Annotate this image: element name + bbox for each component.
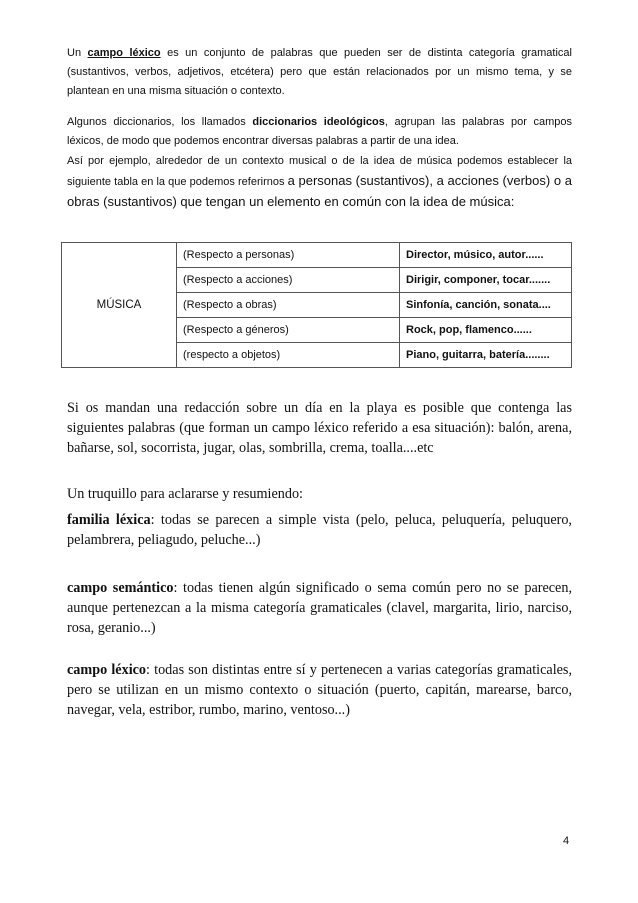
term-campo-semantico: campo semántico xyxy=(67,580,174,596)
paragraph-campo-lexico-summary xyxy=(67,660,572,720)
term-familia-lexica: familia léxica xyxy=(67,512,151,528)
respect-cell: (Respecto a géneros) xyxy=(177,318,400,343)
text-segment: Así por ejemplo, alrededor de un contexto musical o de la idea de música podemos establecer la siguiente tabla en la que podemos referirnos xyxy=(67,155,572,188)
examples-cell: Sinfonía, canción, sonata.... xyxy=(400,293,572,318)
text-segment: , agrupan las palabras por campos léxicos, de modo que podemos encontrar diversas palabras a partir de una idea. xyxy=(67,116,572,147)
text-segment: : todas son distintas entre sí y pertenecen a varias categorías gramaticales, pero se utilizan en un mismo contexto o situación (puerto, capitán, marearse, barco, navegar, vela, estribor, rumbo, marino, ventoso...) xyxy=(67,662,572,718)
examples-cell: Piano, guitarra, batería........ xyxy=(400,343,572,368)
campo-lexico-table xyxy=(61,242,572,368)
text-segment: Un xyxy=(67,47,88,59)
text-segment: a personas (sustantivos), a acciones (verbos) o a obras (sustantivos) que tengan un elemento en común con la idea de música: xyxy=(67,173,573,209)
page-number: 4 xyxy=(563,835,570,847)
respect-cell: (Respecto a acciones) xyxy=(177,268,400,293)
text-segment: Algunos diccionarios, los llamados xyxy=(67,116,253,128)
text-segment: : todas se parecen a simple vista (pelo, peluca, peluquería, peluquero, pelambrera, peliagudo, peluche...) xyxy=(67,512,572,548)
respect-cell: (Respecto a obras) xyxy=(177,293,400,318)
category-cell: MÚSICA xyxy=(62,243,177,368)
term-campo-lexico: campo léxico xyxy=(87,47,161,59)
examples-cell: Director, músico, autor...... xyxy=(400,243,572,268)
text-segment: : todas tienen algún significado o sema común pero no se parecen, aunque pertenezcan a la misma categoría gramaticales (clavel, margarita, lirio, narciso, rosa, geranio...) xyxy=(67,580,572,636)
text-segment: es un conjunto de palabras que pueden ser de distinta categoría gramatical (sustantivos, verbos, adjetivos, etcétera) pero que están relacionados por un mismo tema, y se plantean en una misma situación o contexto. xyxy=(67,47,572,97)
paragraph-familia-lexica xyxy=(67,510,572,550)
paragraph-campo-lexico-definition xyxy=(67,44,572,101)
term-campo-lexico-summary: campo léxico xyxy=(67,662,147,678)
respect-cell: (respecto a objetos) xyxy=(177,343,400,368)
examples-cell: Dirigir, componer, tocar....... xyxy=(400,268,572,293)
paragraph-playa: Si os mandan una redacción sobre un día en la playa es posible que contenga las siguientes palabras (que forman un campo léxico referido a esa situación): balón, arena, bañarse, sol, socorrista, jugar, olas, sombrilla, crema, toalla....etc xyxy=(67,400,572,456)
paragraph-ejemplo-musica xyxy=(67,152,572,213)
examples-cell: Rock, pop, flamenco...... xyxy=(400,318,572,343)
term-diccionarios-ideologicos: diccionarios ideológicos xyxy=(252,116,385,128)
respect-cell: (Respecto a personas) xyxy=(177,243,400,268)
paragraph-truquillo: Un truquillo para aclararse y resumiendo: xyxy=(67,486,303,502)
paragraph-campo-semantico xyxy=(67,578,572,638)
paragraph-diccionarios xyxy=(67,113,572,151)
table-row xyxy=(62,243,572,268)
